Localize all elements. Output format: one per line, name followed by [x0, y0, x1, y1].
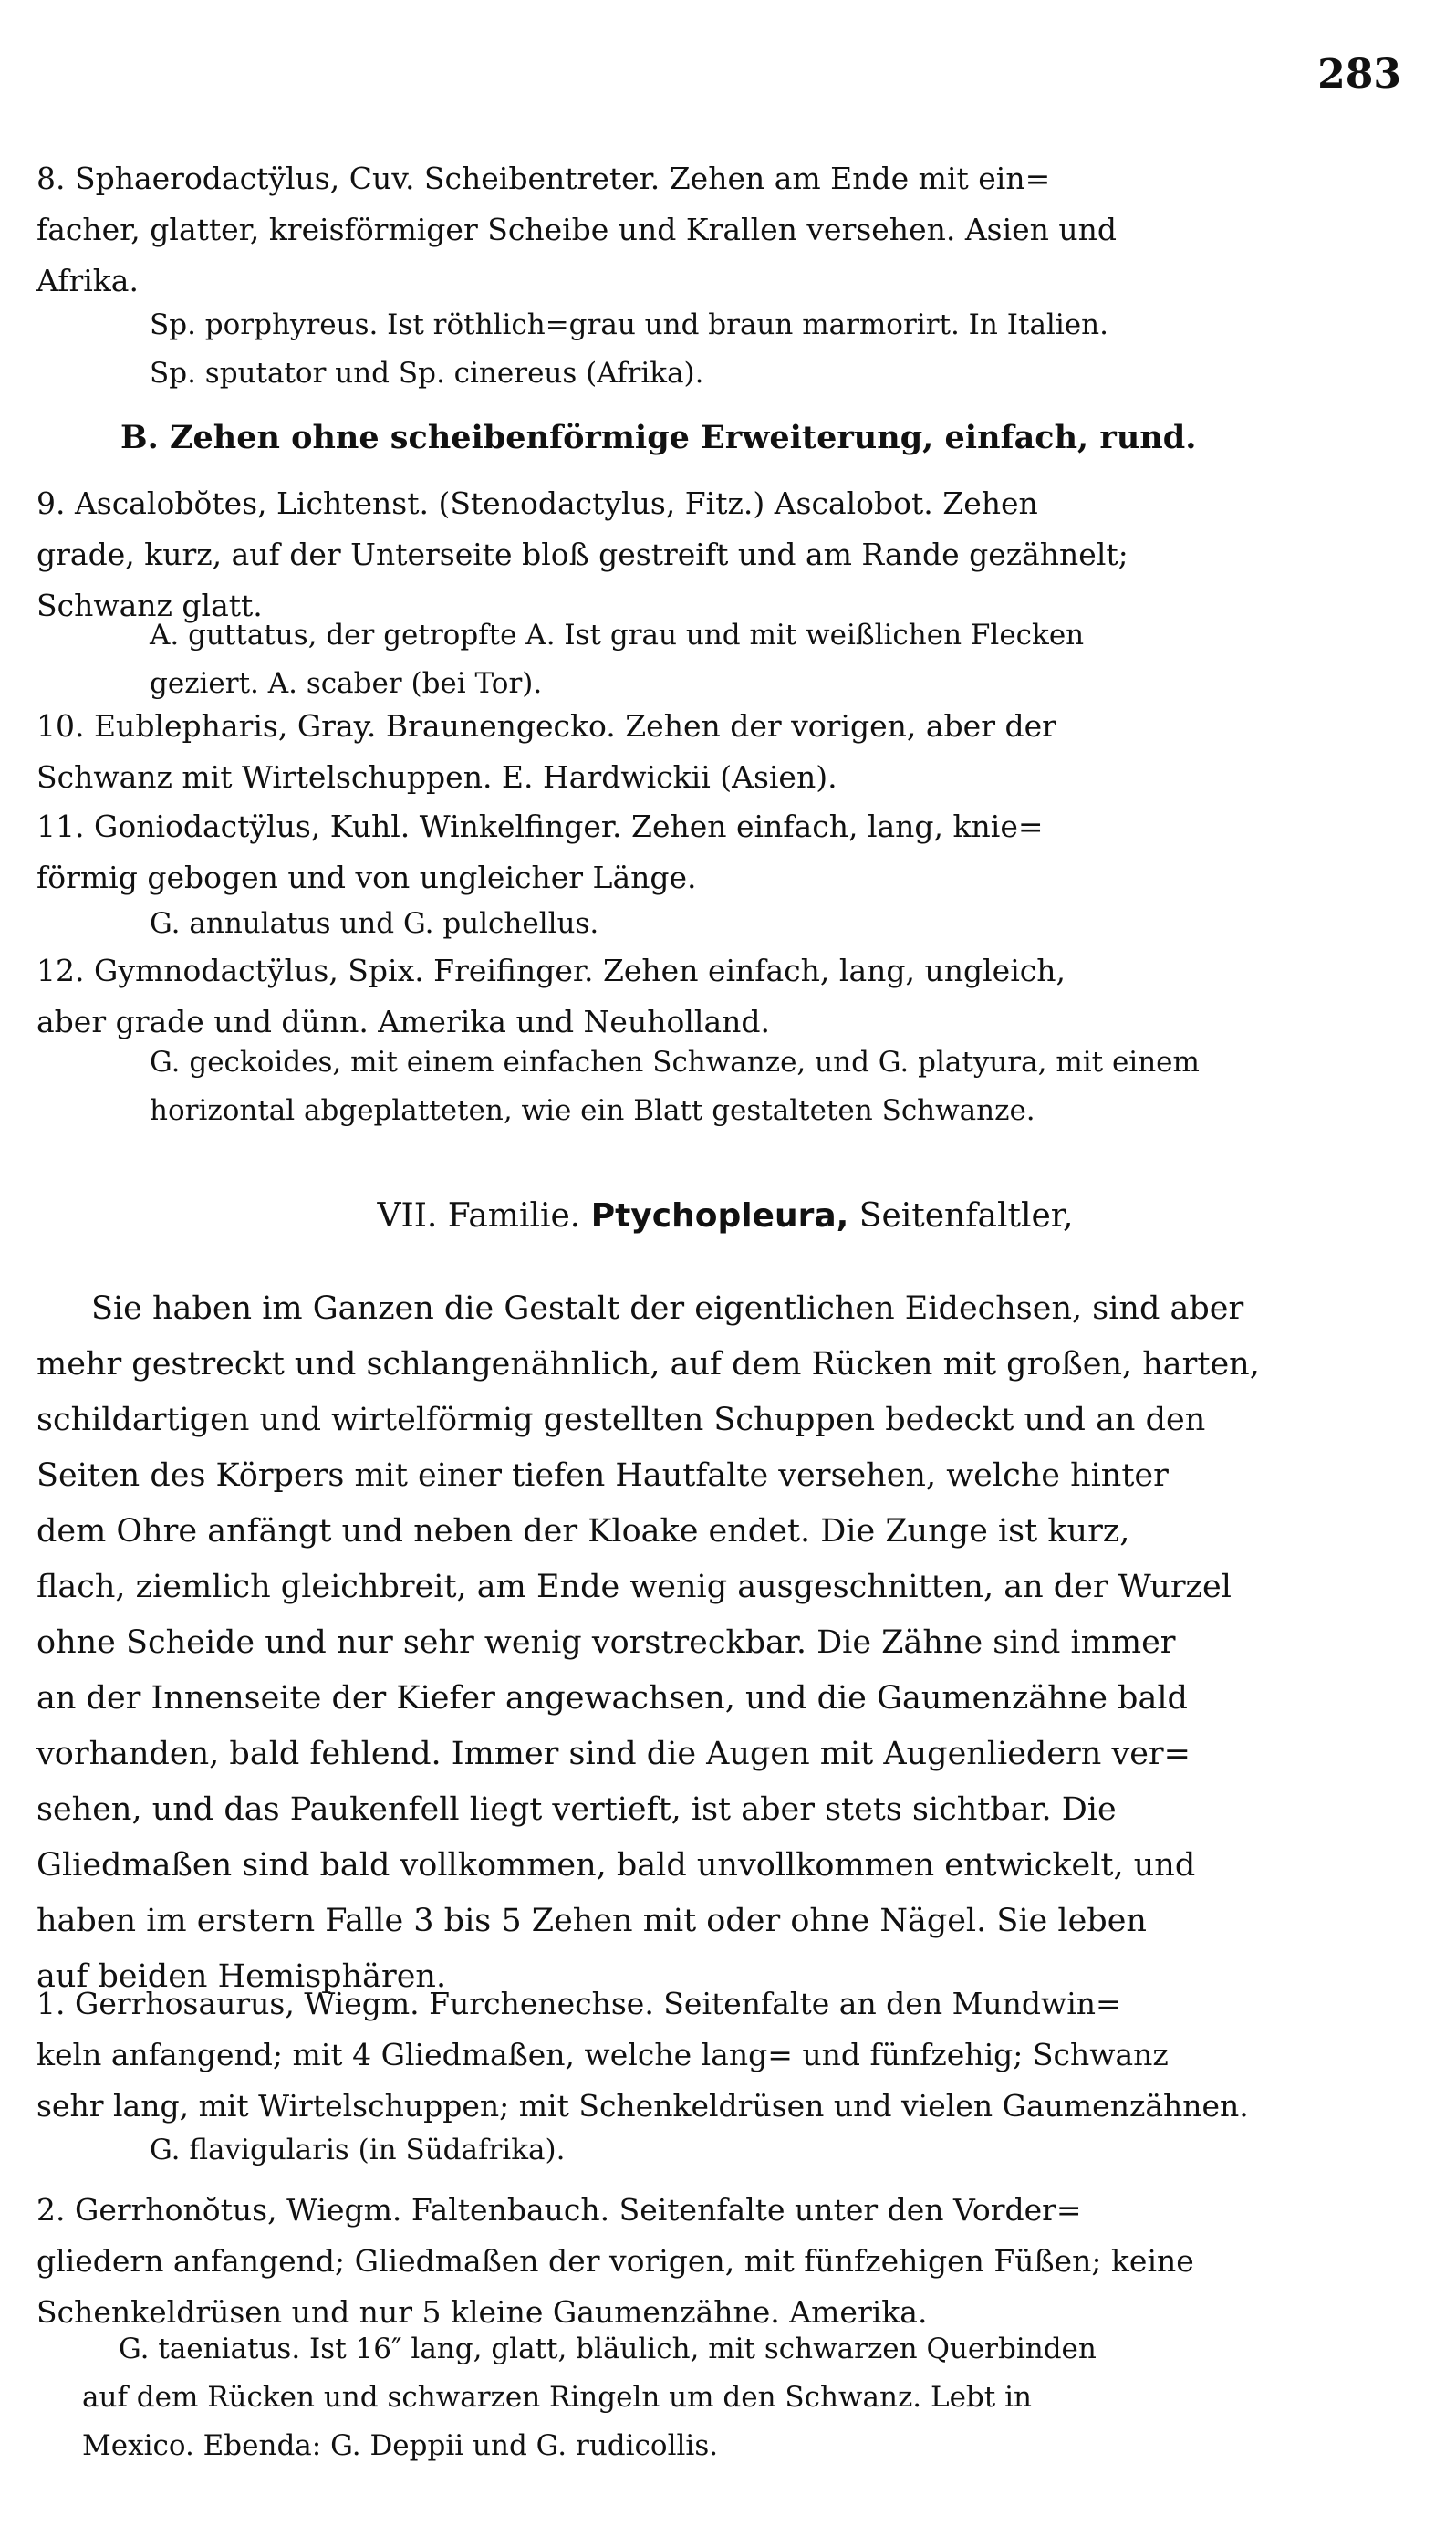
species-line: Sp. porphyreus. Ist röthlich=grau und braun marmorirt. In Italien. [150, 308, 1108, 341]
entry-line: aber grade und dünn. Amerika und Neuholland. [36, 1004, 770, 1039]
entry-9-species [36, 611, 1414, 708]
species-line: Mexico. Ebenda: G. Deppii und G. rudicollis. [82, 2429, 719, 2462]
entry-line: gliedern anfangend; Gliedmaßen der vorigen, mit fünfzehigen Füßen; keine [36, 2243, 1194, 2279]
entry-11 [36, 801, 1414, 903]
entry-line: 11. Goniodactÿlus, Kuhl. Winkelfinger. Zehen einfach, lang, knie= [36, 809, 1044, 844]
entry-line: 2. Gerrhonŏtus, Wiegm. Faltenbauch. Seitenfalte unter den Vorder= [36, 2192, 1082, 2228]
body-line: sehen, und das Paukenfell liegt vertieft, ist aber stets sichtbar. Die [36, 1791, 1117, 1828]
body-line: flach, ziemlich gleichbreit, am Ende wenig ausgeschnitten, an der Wurzel [36, 1569, 1232, 1605]
species-line: A. guttatus, der getropfte A. Ist grau und mit weißlichen Flecken [150, 619, 1085, 652]
entry-line: 10. Eublepharis, Gray. Braunengecko. Zehen der vorigen, aber der [36, 708, 1056, 744]
family-taxon: Ptychopleura, [590, 1197, 849, 1235]
entry-gerrhosaurus [36, 1978, 1414, 2132]
body-line: ohne Scheide und nur sehr wenig vorstreckbar. Die Zähne sind immer [36, 1624, 1176, 1661]
family-heading [36, 1197, 1414, 1235]
entry-line: förmig gebogen und von ungleicher Länge. [36, 860, 697, 895]
species-line: G. annulatus und G. pulchellus. [150, 907, 599, 940]
family-common-name: Seitenfaltler, [858, 1197, 1074, 1235]
species-line: auf dem Rücken und schwarzen Ringeln um den Schwanz. Lebt in [82, 2381, 1032, 2414]
body-line: auf beiden Hemisphären. [36, 1958, 447, 1995]
family-title [36, 1197, 1414, 1235]
entry-11-species [36, 900, 1414, 948]
entry-8 [36, 153, 1414, 307]
body-line: Seiten des Körpers mit einer tiefen Hautfalte versehen, welche hinter [36, 1457, 1169, 1494]
entry-9 [36, 478, 1414, 632]
body-line: schildartigen und wirtelförmig gestellten Schuppen bedeckt und an den [36, 1402, 1206, 1438]
body-line: vorhanden, bald fehlend. Immer sind die Augen mit Augenliedern ver= [36, 1736, 1191, 1772]
family-description [36, 1281, 1414, 2005]
family-prefix: VII. Familie. [377, 1197, 581, 1235]
entry-12 [36, 945, 1414, 1048]
entry-12-species [36, 1039, 1414, 1135]
entry-line: 1. Gerrhosaurus, Wiegm. Furchenechse. Seitenfalte an den Mundwin= [36, 1986, 1121, 2021]
page-number: 283 [1317, 51, 1401, 98]
body-line: Gliedmaßen sind bald vollkommen, bald unvollkommen entwickelt, und [36, 1847, 1196, 1884]
entry-8-species [36, 301, 1414, 398]
entry-line: keln anfangend; mit 4 Gliedmaßen, welche lang= und fünfzehig; Schwanz [36, 2037, 1169, 2072]
entry-line: 12. Gymnodactÿlus, Spix. Freifinger. Zehen einfach, lang, ungleich, [36, 953, 1066, 988]
entry-line: facher, glatter, kreisförmiger Scheibe und Krallen versehen. Asien und [36, 212, 1118, 247]
entry-gerrhonotus [36, 2185, 1414, 2338]
entry-line: Afrika. [36, 263, 139, 298]
species-line: G. flavigularis (in Südafrika). [150, 2134, 566, 2166]
species-line: Sp. sputator und Sp. cinereus (Afrika). [150, 357, 704, 390]
entry-line: Schwanz glatt. [36, 588, 263, 623]
entry-gerrhonotus-species [82, 2325, 1414, 2470]
body-line: dem Ohre anfängt und neben der Kloake endet. Die Zunge ist kurz, [36, 1513, 1130, 1550]
species-line: geziert. A. scaber (bei Tor). [150, 667, 543, 700]
species-line: G. geckoides, mit einem einfachen Schwanze, und G. platyura, mit einem [150, 1046, 1200, 1079]
entry-gerrhosaurus-species [36, 2126, 1414, 2175]
entry-line: grade, kurz, auf der Unterseite bloß gestreift und am Rande gezähnelt; [36, 537, 1128, 572]
section-heading: B. Zehen ohne scheibenförmige Erweiterung, einfach, rund. [120, 419, 1197, 456]
entry-line: Schwanz mit Wirtelschuppen. E. Hardwickii (Asien). [36, 759, 837, 795]
body-line: haben im erstern Falle 3 bis 5 Zehen mit oder ohne Nägel. Sie leben [36, 1903, 1147, 1939]
species-line: horizontal abgeplatteten, wie ein Blatt gestalteten Schwanze. [150, 1094, 1035, 1127]
body-line: mehr gestreckt und schlangenähnlich, auf dem Rücken mit großen, harten, [36, 1346, 1260, 1383]
species-line: G. taeniatus. Ist 16″ lang, glatt, bläulich, mit schwarzen Querbinden [119, 2333, 1097, 2365]
section-b-heading [36, 412, 1414, 464]
entry-line: 9. Ascalobŏtes, Lichtenst. (Stenodactylus, Fitz.) Ascalobot. Zehen [36, 485, 1038, 521]
entry-line: Schenkeldrüsen und nur 5 kleine Gaumenzähne. Amerika. [36, 2294, 928, 2330]
entry-10 [36, 701, 1414, 803]
body-line: an der Innenseite der Kiefer angewachsen, und die Gaumenzähne bald [36, 1680, 1188, 1717]
entry-line: sehr lang, mit Wirtelschuppen; mit Schenkeldrüsen und vielen Gaumenzähnen. [36, 2088, 1249, 2124]
entry-line: 8. Sphaerodactÿlus, Cuv. Scheibentreter. Zehen am Ende mit ein= [36, 161, 1051, 196]
body-line: Sie haben im Ganzen die Gestalt der eigentlichen Eidechsen, sind aber [91, 1290, 1244, 1327]
